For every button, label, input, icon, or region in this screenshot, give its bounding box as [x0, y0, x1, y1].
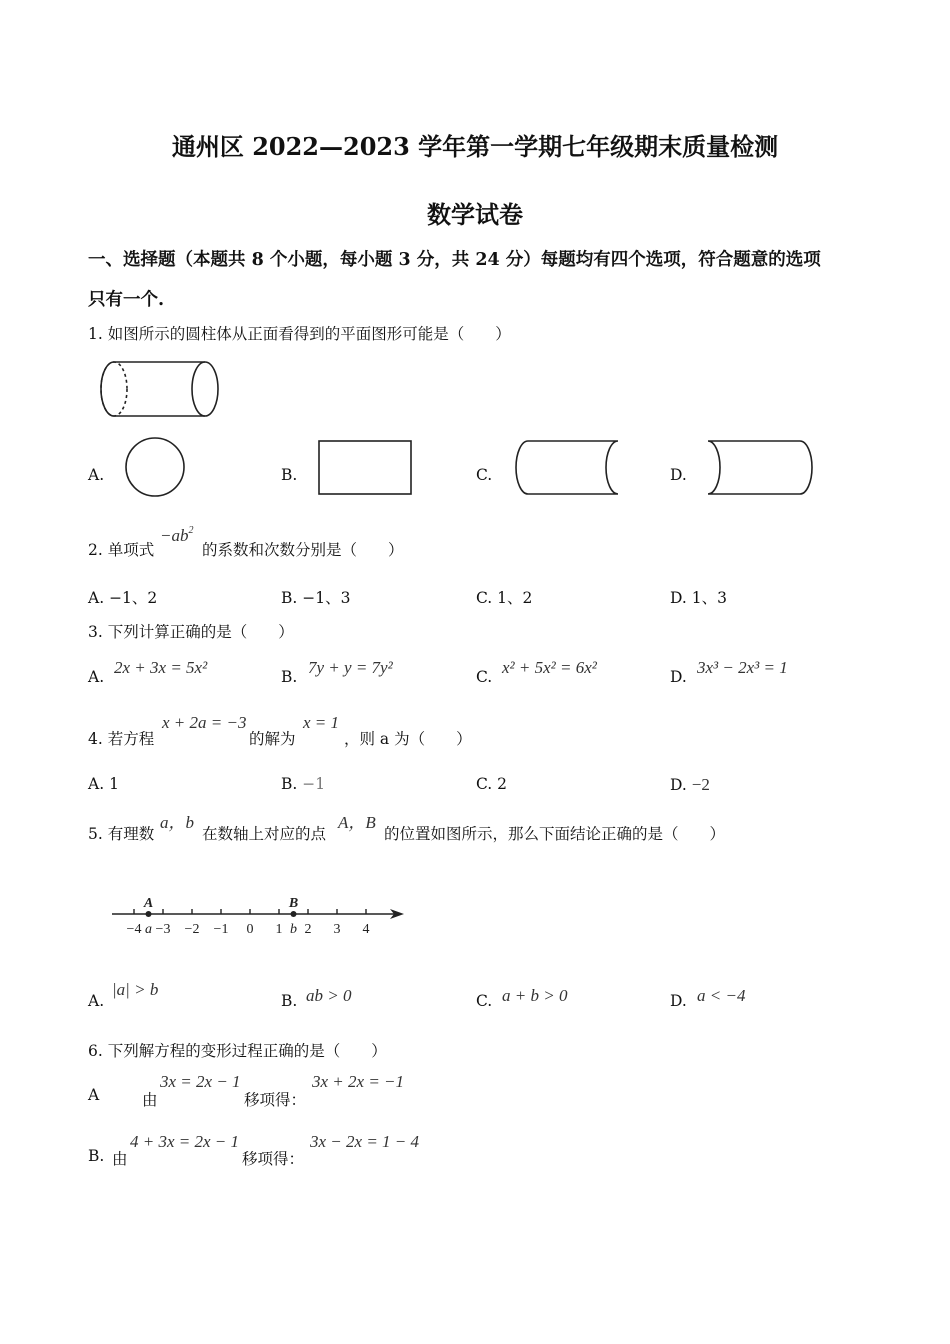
q1-option-c-shape — [508, 438, 624, 498]
q5-option-c-label: C. — [476, 992, 493, 1010]
q3-option-c-label: C. — [476, 668, 493, 686]
q6-option-b-eq1: 4 + 3x = 2x − 1 — [130, 1132, 240, 1151]
q2-option-a: A. −1、2 — [88, 589, 158, 607]
page-subtitle: 数学试卷 — [427, 200, 523, 229]
number-line-tick-label: 4 — [362, 922, 370, 937]
q4-equation: x + 2a = −3 — [162, 713, 247, 732]
question-6-text: 6. 下列解方程的变形过程正确的是（ ） — [88, 1042, 387, 1060]
question-2-suffix: 的系数和次数分别是（ ） — [202, 541, 404, 559]
number-line-tick-label: −2 — [184, 922, 200, 937]
question-5-prefix: 5. 有理数 — [88, 825, 155, 843]
q5-option-d-expression: a < −4 — [697, 986, 746, 1005]
q2-option-d: D. 1、3 — [670, 589, 727, 607]
q6-option-a-label: A — [88, 1086, 100, 1104]
q3-option-b-label: B. — [281, 668, 298, 686]
number-line-tick-label: 1 — [275, 922, 283, 937]
cylinder-figure — [96, 356, 226, 422]
number-line-tick-label: −3 — [155, 922, 171, 937]
q1-option-c-label: C. — [476, 466, 493, 484]
number-line-point-b — [291, 911, 297, 917]
q6-option-a-move: 移项得： — [244, 1091, 307, 1109]
number-line-point-b-label: B — [288, 896, 299, 911]
page-title: 通州区 2022—2023 学年第一学期七年级期末质量检测 — [171, 132, 779, 161]
question-5-middle: 在数轴上对应的点 — [202, 825, 327, 843]
number-line-point-a-label: A — [143, 896, 154, 911]
q1-option-b-label: B. — [281, 466, 298, 484]
number-line-tick-label: 2 — [304, 922, 312, 937]
q6-option-b-from: 由 — [112, 1150, 128, 1168]
q5-option-b-expression: ab > 0 — [306, 986, 352, 1005]
number-line — [104, 888, 414, 944]
q1-option-b-rectangle — [316, 438, 416, 498]
section-heading-line1: 一、选择题（本题共 8 个小题，每小题 3 分，共 24 分）每题均有四个选项，符合题意的选项 — [88, 250, 821, 270]
q4-option-b: B. −1 — [281, 775, 326, 793]
q4-option-d: D. −2 — [670, 775, 710, 794]
q3-option-d-expression: 3x³ − 2x³ = 1 — [697, 658, 788, 677]
q5-variables: a，b — [160, 813, 194, 832]
q3-option-d-label: D. — [670, 668, 687, 686]
q4-solution: x = 1 — [303, 713, 340, 732]
question-4-prefix: 4. 若方程 — [88, 730, 155, 748]
q5-option-b-label: B. — [281, 992, 298, 1010]
number-line-tick-label: 0 — [246, 922, 254, 937]
question-5-suffix: 的位置如图所示，那么下面结论正确的是（ ） — [384, 825, 726, 843]
question-4-suffix: ，则 a 为（ ） — [344, 730, 472, 748]
q6-option-a-eq1: 3x = 2x − 1 — [160, 1072, 241, 1091]
question-2-prefix: 2. 单项式 — [88, 541, 155, 559]
q1-option-d-label: D. — [670, 466, 687, 484]
cylinder-right-face — [192, 362, 218, 416]
q5-option-d-label: D. — [670, 992, 687, 1010]
q1-option-a-circle — [123, 436, 187, 500]
q4-option-c: C. 2 — [476, 775, 508, 793]
number-line-point-b-var: b — [290, 922, 297, 937]
number-line-tick-label: −1 — [213, 922, 229, 937]
q2-option-c: C. 1、2 — [476, 589, 533, 607]
question-3-text: 3. 下列计算正确的是（ ） — [88, 623, 294, 641]
q6-option-a-from: 由 — [142, 1091, 158, 1109]
q5-option-a-expression: |a| > b — [112, 980, 159, 999]
q3-option-c-expression: x² + 5x² = 6x² — [502, 658, 597, 677]
number-line-point-a — [146, 911, 152, 917]
q6-option-b-label: B. — [88, 1147, 105, 1165]
number-line-tick-label: −4 — [126, 922, 142, 937]
q4-option-a: A. 1 — [88, 775, 119, 793]
q3-option-b-expression: 7y + y = 7y² — [308, 658, 393, 677]
question-1-text: 1. 如图所示的圆柱体从正面看得到的平面图形可能是（ ） — [88, 325, 511, 343]
q1-option-d-shape — [704, 438, 820, 498]
q1-option-a-label: A. — [88, 466, 105, 484]
q3-option-a-label: A. — [88, 668, 105, 686]
q3-option-a-expression: 2x + 3x = 5x² — [114, 658, 208, 677]
number-line-point-a-var: a — [145, 922, 152, 937]
q2-option-b: B. −1、3 — [281, 589, 351, 607]
q5-option-c-expression: a + b > 0 — [502, 986, 568, 1005]
number-line-tick-label: 3 — [333, 922, 341, 937]
q2-monomial: $-ab^2$ — [160, 525, 194, 545]
q5-points: A，B — [338, 813, 376, 832]
q6-option-b-eq2: 3x − 2x = 1 − 4 — [310, 1132, 420, 1151]
question-4-middle: 的解为 — [249, 730, 296, 748]
section-heading-line2: 只有一个. — [88, 290, 165, 310]
q6-option-b-move: 移项得： — [242, 1150, 305, 1168]
q6-option-a-eq2: 3x + 2x = −1 — [312, 1072, 405, 1091]
cylinder-left-arc — [101, 362, 114, 416]
q5-option-a-label: A. — [88, 992, 105, 1010]
